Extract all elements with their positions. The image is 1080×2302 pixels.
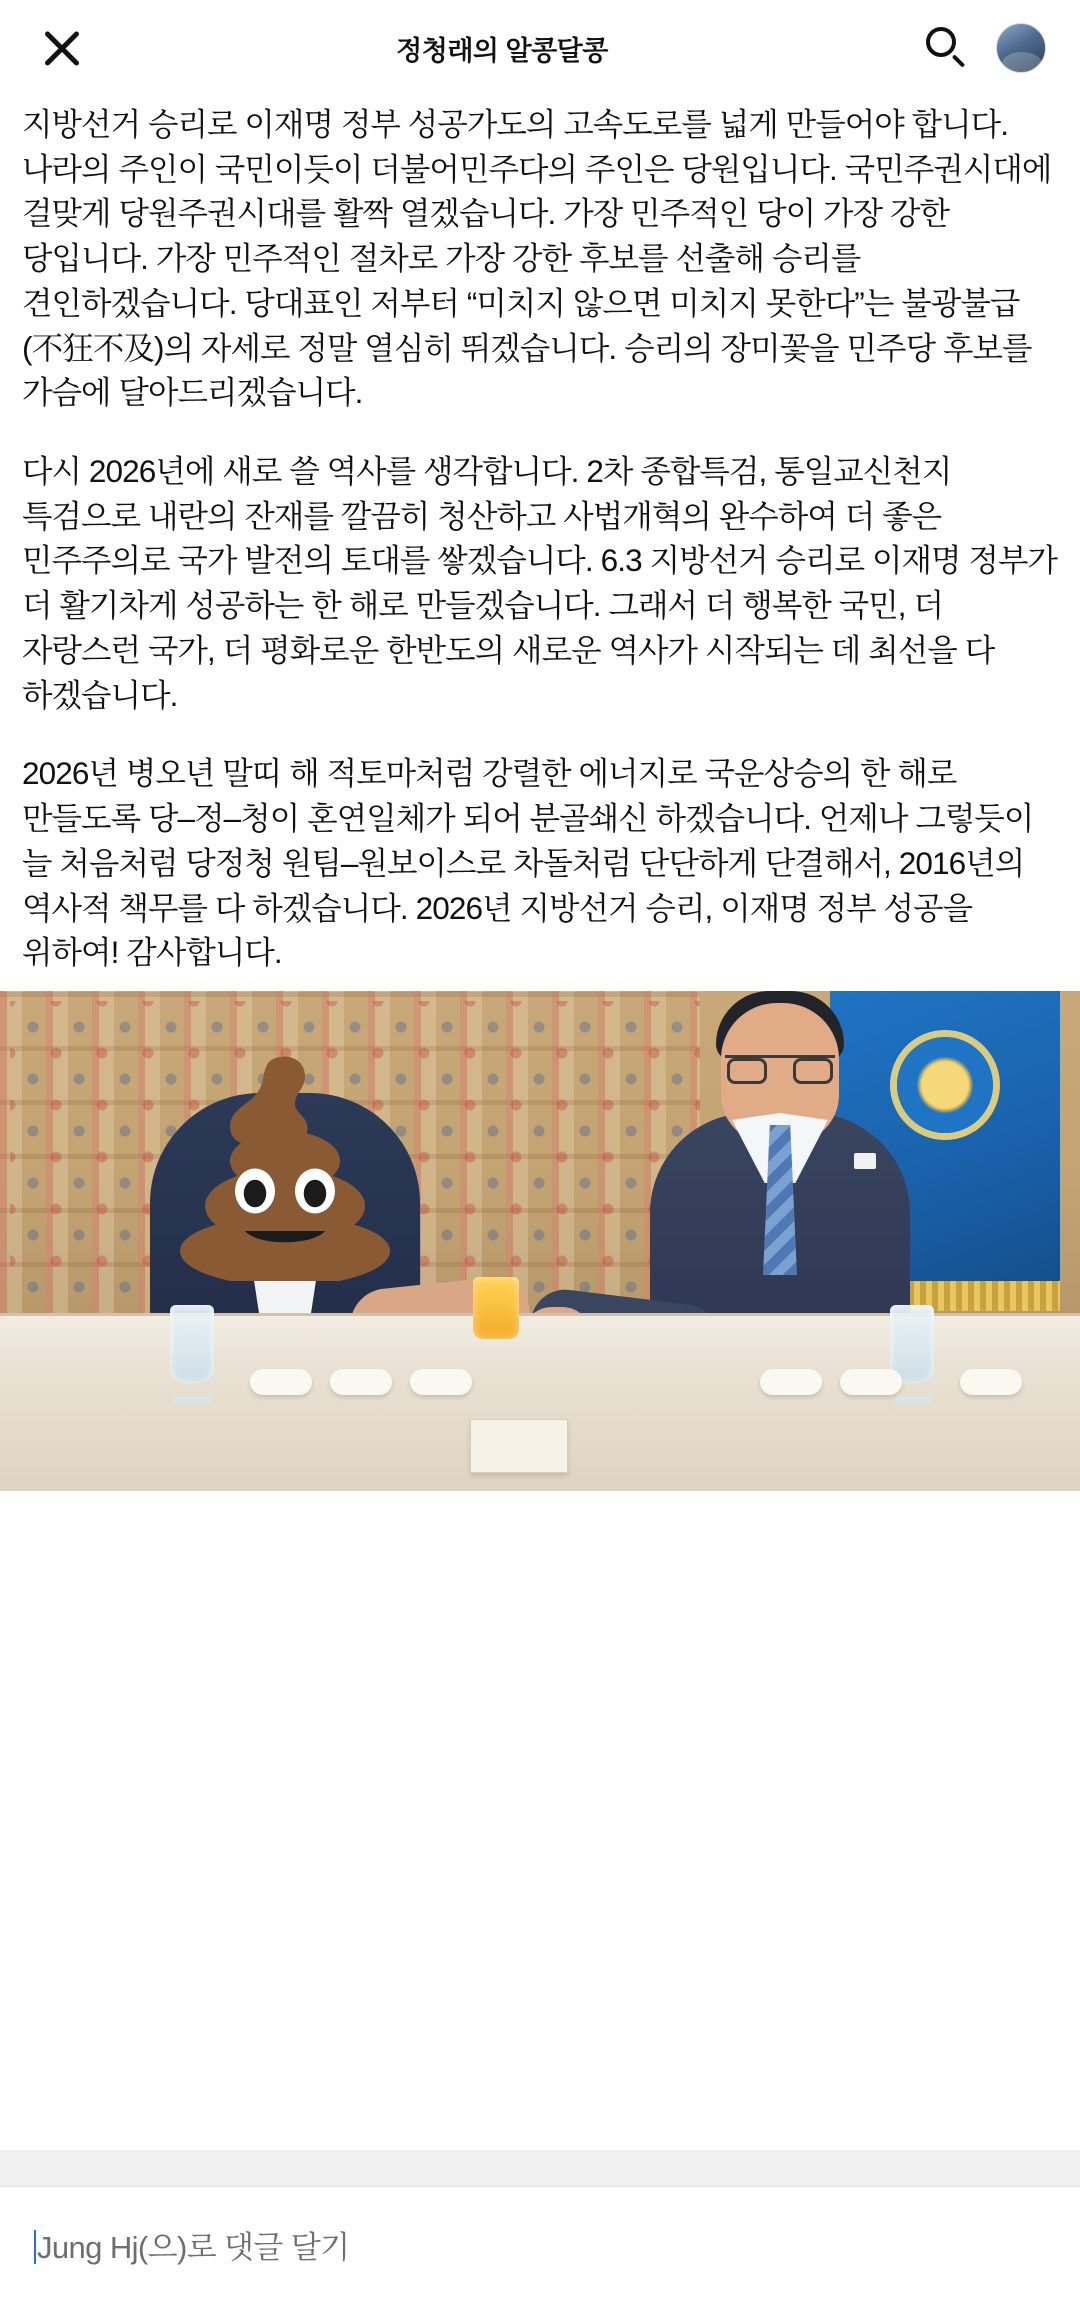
post-paragraph: 지방선거 승리로 이재명 정부 성공가도의 고속도로를 넓게 만들어야 합니다. 나라의 주인이 국민이듯이 더불어민주다의 주인은 당원입니다. 국민주권시대에 걸맞게 당원주권시대를 활짝 열겠습니다. 가장 민주적인 당이 가장 강한 당입니다. 가장 민주적인 절차로 가장 강한 후보를 선출해 승리를 견인하겠습니다. 당대표인 저부터 “미치지 않으면 미치지 못한다”는 불광불급(不狂不及)의 자세로 정말 열심히 뛰겠습니다. 승리의 장미꽃을 민주당 후보를 가슴에 달아드리겠습니다.	[22, 106, 1060, 411]
napkin	[330, 1369, 392, 1395]
post-body	[0, 96, 1080, 975]
flag-emblem	[897, 1037, 993, 1133]
napkin	[960, 1369, 1022, 1395]
search-icon[interactable]	[924, 25, 970, 71]
app-header	[0, 0, 1080, 96]
comment-bar[interactable]	[0, 2186, 1080, 2302]
napkin	[760, 1369, 822, 1395]
post-paragraph: 2026년 병오년 말띠 해 적토마처럼 강렬한 에너지로 국운상승의 한 해로 만들도록 당–정–청이 혼연일체가 되어 분골쇄신 하겠습니다. 언제나 그렇듯이 늘 처음처럼 당정청 원팀–원보이스로 차돌처럼 단단하게 단결해서, 2016년의 역사적 책무를 다 하겠습니다. 2026년 지방선거 승리, 이재명 정부 성공을 위하여! 감사합니다.	[22, 755, 1042, 971]
header-actions	[924, 23, 1046, 73]
comment-placeholder-text: Jung Hj(으)로 댓글 달기	[37, 2230, 350, 2265]
person-right-glasses	[725, 1055, 835, 1086]
napkin	[410, 1369, 472, 1395]
person-right-lapel-pin	[854, 1153, 876, 1169]
place-card	[470, 1419, 568, 1473]
post-photo[interactable]	[0, 991, 1080, 1491]
page-title: 정청래의 알콩달콩	[396, 35, 608, 66]
poop-emoji-icon	[160, 1051, 410, 1281]
comment-divider	[0, 2150, 1080, 2186]
avatar[interactable]	[996, 23, 1046, 73]
text-caret	[34, 2230, 36, 2264]
search-icon-ring	[926, 27, 956, 57]
napkin	[840, 1369, 902, 1395]
napkin	[250, 1369, 312, 1395]
water-glass	[170, 1305, 214, 1383]
post-paragraph: 다시 2026년에 새로 쓸 역사를 생각합니다. 2차 종합특검, 통일교신천지 특검으로 내란의 잔재를 깔끔히 청산하고 사법개혁의 완수하여 더 좋은 민주주의로 국가 발전의 토대를 쌓겠습니다. 6.3 지방선거 승리로 이재명 정부가 더 활기차게 성공하는 한 해로 만들겠습니다. 그래서 더 행복한 국민, 더 자랑스런 국가, 더 평화로운 한반도의 새로운 역사가 시작되는 데 최선을 다 하겠습니다.	[22, 453, 1065, 713]
comment-input[interactable]	[34, 2222, 349, 2267]
search-icon-handle	[952, 54, 965, 67]
close-icon[interactable]	[34, 20, 90, 76]
juice-glass	[473, 1277, 519, 1339]
